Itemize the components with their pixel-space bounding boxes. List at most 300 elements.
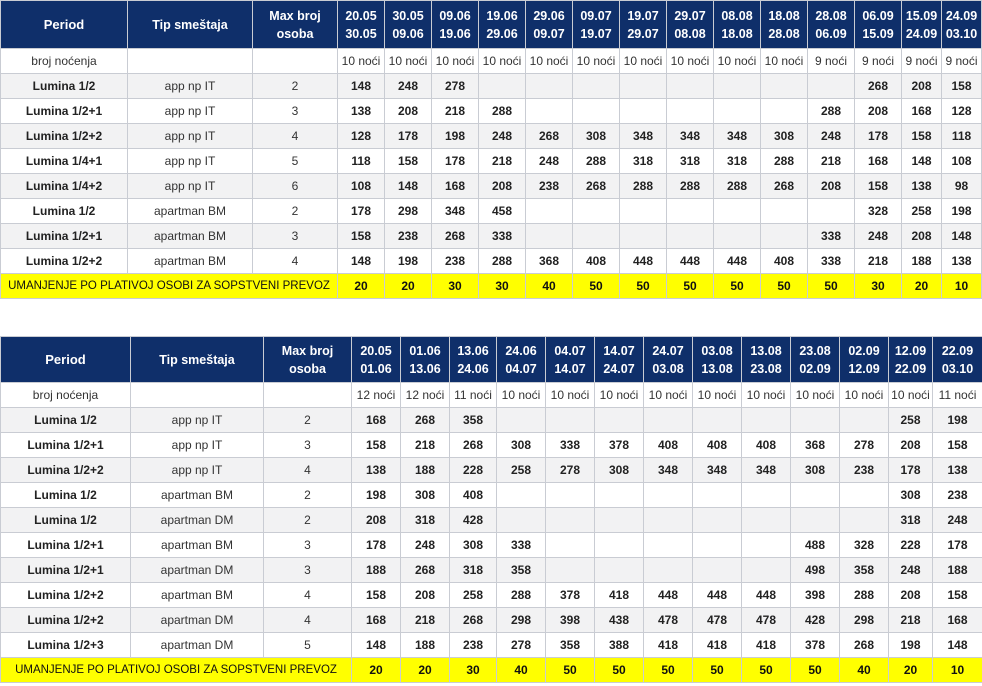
price-cell: 248 xyxy=(933,508,982,533)
header-date-range xyxy=(942,1,982,49)
accommodation-type: apartman BM xyxy=(128,249,253,274)
header-period: Period xyxy=(1,337,131,383)
nights-cell: 10 noći xyxy=(714,49,761,74)
header-date-range xyxy=(352,337,401,383)
max-persons: 4 xyxy=(264,608,352,633)
price-cell: 248 xyxy=(401,533,450,558)
price-cell: 118 xyxy=(942,124,982,149)
price-cell: 208 xyxy=(479,174,526,199)
nights-empty-cell xyxy=(128,49,253,74)
price-cell: 268 xyxy=(432,224,479,249)
price-cell: 478 xyxy=(742,608,791,633)
price-cell: 328 xyxy=(840,533,889,558)
price-cell xyxy=(526,74,573,99)
price-cell xyxy=(620,99,667,124)
price-cell: 288 xyxy=(620,174,667,199)
date-from: 02.09 xyxy=(848,343,880,358)
price-cell: 308 xyxy=(401,483,450,508)
price-cell: 408 xyxy=(573,249,620,274)
price-cell: 198 xyxy=(432,124,479,149)
accommodation-type: app np IT xyxy=(128,124,253,149)
date-to: 02.09 xyxy=(799,361,831,376)
date-to: 22.09 xyxy=(894,361,927,376)
max-persons: 4 xyxy=(264,458,352,483)
date-from: 24.09 xyxy=(945,8,978,23)
price-cell xyxy=(644,408,693,433)
price-cell: 178 xyxy=(385,124,432,149)
price-cell xyxy=(667,74,714,99)
price-cell xyxy=(714,224,761,249)
date-to: 19.07 xyxy=(580,26,612,41)
price-cell: 168 xyxy=(352,408,401,433)
date-to: 24.09 xyxy=(905,26,938,41)
header-type: Tip smeštaja xyxy=(131,337,264,383)
price-cell xyxy=(693,508,742,533)
date-to: 13.08 xyxy=(701,361,733,376)
max-persons: 2 xyxy=(264,408,352,433)
table-row xyxy=(1,483,982,508)
discount-cell: 50 xyxy=(546,658,595,683)
discount-cell: 30 xyxy=(855,274,902,299)
discount-cell: 20 xyxy=(352,658,401,683)
nights-row xyxy=(1,49,982,74)
discount-cell: 50 xyxy=(714,274,761,299)
nights-cell: 9 noći xyxy=(902,49,942,74)
price-cell: 228 xyxy=(450,458,497,483)
price-cell: 408 xyxy=(761,249,808,274)
header-date-range xyxy=(889,337,933,383)
price-cell: 198 xyxy=(385,249,432,274)
price-cell xyxy=(497,508,546,533)
nights-empty-cell xyxy=(131,383,264,408)
price-cell xyxy=(644,483,693,508)
price-cell: 298 xyxy=(497,608,546,633)
date-to: 28.08 xyxy=(768,26,800,41)
price-cell: 198 xyxy=(933,408,982,433)
price-cell: 318 xyxy=(401,508,450,533)
price-cell xyxy=(546,408,595,433)
price-cell xyxy=(479,74,526,99)
header-date-range xyxy=(855,1,902,49)
price-cell: 228 xyxy=(889,533,933,558)
price-cell xyxy=(761,199,808,224)
price-cell: 248 xyxy=(808,124,855,149)
nights-cell: 10 noći xyxy=(644,383,693,408)
date-to: 29.07 xyxy=(627,26,659,41)
date-from: 09.07 xyxy=(580,8,612,23)
date-to: 06.09 xyxy=(815,26,847,41)
header-date-range xyxy=(693,337,742,383)
discount-row xyxy=(1,274,982,299)
table-row xyxy=(1,124,982,149)
price-cell xyxy=(667,224,714,249)
nights-cell: 10 noći xyxy=(693,383,742,408)
price-cell xyxy=(595,408,644,433)
price-cell: 408 xyxy=(450,483,497,508)
price-cell: 208 xyxy=(889,433,933,458)
max-persons: 6 xyxy=(253,174,338,199)
header-date-range xyxy=(432,1,479,49)
price-cell: 338 xyxy=(546,433,595,458)
nights-cell: 10 noći xyxy=(546,383,595,408)
price-cell: 118 xyxy=(338,149,385,174)
price-cell: 398 xyxy=(791,583,840,608)
price-cell xyxy=(761,224,808,249)
date-from: 19.06 xyxy=(486,8,518,23)
date-from: 12.09 xyxy=(894,343,927,358)
unit-name: Lumina 1/2 xyxy=(1,408,131,433)
date-from: 23.08 xyxy=(799,343,831,358)
price-cell: 268 xyxy=(401,408,450,433)
max-persons: 3 xyxy=(264,533,352,558)
max-persons: 2 xyxy=(264,508,352,533)
price-cell: 408 xyxy=(644,433,693,458)
price-cell: 448 xyxy=(742,583,791,608)
nights-cell: 10 noći xyxy=(620,49,667,74)
date-from: 20.05 xyxy=(345,8,377,23)
price-cell: 178 xyxy=(352,533,401,558)
header-date-range xyxy=(808,1,855,49)
header-date-range xyxy=(573,1,620,49)
price-cell xyxy=(546,533,595,558)
date-to: 04.07 xyxy=(505,361,537,376)
nights-cell: 10 noći xyxy=(595,383,644,408)
price-cell: 218 xyxy=(432,99,479,124)
accommodation-type: apartman DM xyxy=(131,608,264,633)
table-row xyxy=(1,224,982,249)
price-cell xyxy=(742,558,791,583)
price-cell xyxy=(595,558,644,583)
price-cell xyxy=(620,199,667,224)
price-cell: 288 xyxy=(479,99,526,124)
price-cell: 238 xyxy=(840,458,889,483)
table-row xyxy=(1,408,982,433)
price-cell: 258 xyxy=(889,408,933,433)
price-cell xyxy=(742,533,791,558)
nights-label: broj noćenja xyxy=(1,383,131,408)
nights-cell: 10 noći xyxy=(385,49,432,74)
header-date-range xyxy=(791,337,840,383)
price-cell xyxy=(808,199,855,224)
date-from: 20.05 xyxy=(360,343,392,358)
date-to: 23.08 xyxy=(750,361,782,376)
max-persons: 2 xyxy=(264,483,352,508)
header-date-range xyxy=(595,337,644,383)
discount-cell: 40 xyxy=(526,274,573,299)
price-cell: 308 xyxy=(573,124,620,149)
discount-cell: 40 xyxy=(840,658,889,683)
nights-cell: 9 noći xyxy=(855,49,902,74)
table-row xyxy=(1,558,982,583)
price-cell xyxy=(840,408,889,433)
table-row xyxy=(1,433,982,458)
price-cell xyxy=(667,99,714,124)
price-cell xyxy=(742,483,791,508)
price-cell: 138 xyxy=(942,249,982,274)
price-cell: 348 xyxy=(693,458,742,483)
nights-cell: 10 noći xyxy=(432,49,479,74)
price-cell: 148 xyxy=(338,74,385,99)
price-cell: 288 xyxy=(808,99,855,124)
price-cell: 498 xyxy=(791,558,840,583)
price-cell: 308 xyxy=(761,124,808,149)
header-date-range xyxy=(338,1,385,49)
date-from: 29.07 xyxy=(674,8,706,23)
price-cell: 288 xyxy=(840,583,889,608)
price-cell: 238 xyxy=(385,224,432,249)
date-to: 14.07 xyxy=(554,361,586,376)
price-cell: 188 xyxy=(401,633,450,658)
price-cell: 288 xyxy=(573,149,620,174)
header-date-range xyxy=(546,337,595,383)
accommodation-type: app np IT xyxy=(128,99,253,124)
discount-cell: 30 xyxy=(450,658,497,683)
price-cell: 278 xyxy=(840,433,889,458)
price-cell: 158 xyxy=(385,149,432,174)
price-cell: 258 xyxy=(450,583,497,608)
price-cell: 288 xyxy=(479,249,526,274)
price-cell xyxy=(667,199,714,224)
price-cell: 268 xyxy=(450,608,497,633)
discount-cell: 50 xyxy=(573,274,620,299)
price-cell: 168 xyxy=(855,149,902,174)
table-row xyxy=(1,199,982,224)
date-to: 03.10 xyxy=(945,26,978,41)
table-row xyxy=(1,583,982,608)
price-cell xyxy=(714,199,761,224)
price-cell: 268 xyxy=(840,633,889,658)
date-to: 13.06 xyxy=(409,361,441,376)
price-cell xyxy=(573,199,620,224)
price-cell xyxy=(546,483,595,508)
date-to: 24.07 xyxy=(603,361,635,376)
price-cell xyxy=(742,408,791,433)
price-cell: 268 xyxy=(855,74,902,99)
unit-name: Lumina 1/2 xyxy=(1,74,128,99)
nights-cell: 12 noći xyxy=(401,383,450,408)
header-date-range xyxy=(401,337,450,383)
header-date-range xyxy=(902,1,942,49)
price-cell: 208 xyxy=(855,99,902,124)
price-cell: 168 xyxy=(902,99,942,124)
price-cell: 318 xyxy=(450,558,497,583)
price-cell: 298 xyxy=(385,199,432,224)
nights-row xyxy=(1,383,982,408)
price-cell xyxy=(791,408,840,433)
price-cell xyxy=(693,558,742,583)
price-cell: 258 xyxy=(497,458,546,483)
unit-name: Lumina 1/2+1 xyxy=(1,224,128,249)
price-cell: 348 xyxy=(620,124,667,149)
max-persons: 3 xyxy=(253,99,338,124)
price-cell xyxy=(714,74,761,99)
unit-name: Lumina 1/2+1 xyxy=(1,558,131,583)
date-to: 24.06 xyxy=(457,361,489,376)
price-cell xyxy=(714,99,761,124)
nights-cell: 10 noći xyxy=(526,49,573,74)
price-cell: 178 xyxy=(889,458,933,483)
price-cell: 448 xyxy=(714,249,761,274)
price-cell: 178 xyxy=(933,533,982,558)
price-cell: 128 xyxy=(338,124,385,149)
price-cell: 308 xyxy=(497,433,546,458)
date-from: 28.08 xyxy=(815,8,847,23)
price-cell: 348 xyxy=(644,458,693,483)
date-to: 09.06 xyxy=(392,26,424,41)
unit-name: Lumina 1/4+1 xyxy=(1,149,128,174)
price-cell: 348 xyxy=(714,124,761,149)
date-to: 30.05 xyxy=(345,26,377,41)
date-from: 09.06 xyxy=(439,8,471,23)
nights-cell: 12 noći xyxy=(352,383,401,408)
unit-name: Lumina 1/2+2 xyxy=(1,608,131,633)
discount-cell: 20 xyxy=(385,274,432,299)
price-cell: 318 xyxy=(667,149,714,174)
discount-cell: 50 xyxy=(808,274,855,299)
discount-cell: 30 xyxy=(432,274,479,299)
price-cell: 138 xyxy=(902,174,942,199)
accommodation-type: apartman BM xyxy=(128,224,253,249)
price-cell: 218 xyxy=(479,149,526,174)
discount-cell: 50 xyxy=(742,658,791,683)
date-from: 03.08 xyxy=(701,343,733,358)
price-cell xyxy=(497,483,546,508)
price-cell: 218 xyxy=(401,608,450,633)
price-table-2 xyxy=(0,336,982,683)
price-cell: 148 xyxy=(902,149,942,174)
price-cell: 378 xyxy=(595,433,644,458)
max-persons: 4 xyxy=(264,583,352,608)
price-cell: 188 xyxy=(352,558,401,583)
price-cell: 108 xyxy=(338,174,385,199)
price-cell: 348 xyxy=(432,199,479,224)
discount-cell: 50 xyxy=(620,274,667,299)
date-from: 24.06 xyxy=(505,343,537,358)
table-row xyxy=(1,174,982,199)
price-cell: 458 xyxy=(479,199,526,224)
price-cell: 418 xyxy=(693,633,742,658)
unit-name: Lumina 1/2 xyxy=(1,483,131,508)
price-cell: 358 xyxy=(546,633,595,658)
price-cell: 198 xyxy=(352,483,401,508)
price-cell: 348 xyxy=(742,458,791,483)
price-cell: 208 xyxy=(889,583,933,608)
price-cell: 318 xyxy=(889,508,933,533)
max-persons: 3 xyxy=(264,558,352,583)
price-cell: 368 xyxy=(526,249,573,274)
price-cell: 358 xyxy=(450,408,497,433)
discount-cell: 50 xyxy=(667,274,714,299)
nights-cell: 10 noći xyxy=(761,49,808,74)
price-cell: 338 xyxy=(497,533,546,558)
price-cell: 338 xyxy=(808,249,855,274)
table-row xyxy=(1,608,982,633)
price-cell: 148 xyxy=(385,174,432,199)
price-cell: 368 xyxy=(791,433,840,458)
header-date-range xyxy=(644,337,693,383)
price-cell: 318 xyxy=(620,149,667,174)
price-cell: 248 xyxy=(385,74,432,99)
table-row xyxy=(1,508,982,533)
nights-cell: 11 noći xyxy=(933,383,982,408)
accommodation-type: apartman BM xyxy=(131,583,264,608)
price-cell: 178 xyxy=(855,124,902,149)
price-cell xyxy=(644,533,693,558)
price-cell: 288 xyxy=(761,149,808,174)
table-row xyxy=(1,249,982,274)
date-from: 04.07 xyxy=(554,343,586,358)
price-cell: 238 xyxy=(450,633,497,658)
price-cell: 218 xyxy=(808,149,855,174)
price-cell: 338 xyxy=(479,224,526,249)
price-cell xyxy=(791,508,840,533)
nights-cell: 10 noći xyxy=(479,49,526,74)
price-cell: 248 xyxy=(479,124,526,149)
price-cell: 218 xyxy=(889,608,933,633)
price-cell: 398 xyxy=(546,608,595,633)
max-persons: 5 xyxy=(253,149,338,174)
header-date-range xyxy=(714,1,761,49)
price-cell xyxy=(546,558,595,583)
date-to: 09.07 xyxy=(533,26,565,41)
date-from: 19.07 xyxy=(627,8,659,23)
unit-name: Lumina 1/2+3 xyxy=(1,633,131,658)
date-to: 03.08 xyxy=(652,361,684,376)
price-cell: 308 xyxy=(450,533,497,558)
unit-name: Lumina 1/4+2 xyxy=(1,174,128,199)
date-from: 14.07 xyxy=(603,343,635,358)
accommodation-type: app np IT xyxy=(128,174,253,199)
price-cell: 278 xyxy=(546,458,595,483)
price-cell: 238 xyxy=(933,483,982,508)
price-cell: 148 xyxy=(942,224,982,249)
price-cell: 268 xyxy=(573,174,620,199)
accommodation-type: apartman BM xyxy=(128,199,253,224)
price-cell: 128 xyxy=(942,99,982,124)
price-cell: 168 xyxy=(933,608,982,633)
price-cell: 158 xyxy=(933,433,982,458)
price-cell: 188 xyxy=(401,458,450,483)
discount-cell: 10 xyxy=(942,274,982,299)
discount-cell: 50 xyxy=(693,658,742,683)
price-cell: 148 xyxy=(338,249,385,274)
accommodation-type: app np IT xyxy=(128,149,253,174)
price-cell xyxy=(595,508,644,533)
header-period: Period xyxy=(1,1,128,49)
date-to: 29.06 xyxy=(486,26,518,41)
price-cell: 188 xyxy=(933,558,982,583)
discount-cell: 20 xyxy=(338,274,385,299)
price-cell: 198 xyxy=(889,633,933,658)
accommodation-type: app np IT xyxy=(131,433,264,458)
price-cell: 268 xyxy=(526,124,573,149)
price-cell: 328 xyxy=(855,199,902,224)
unit-name: Lumina 1/2+1 xyxy=(1,433,131,458)
price-cell: 418 xyxy=(742,633,791,658)
price-cell: 288 xyxy=(714,174,761,199)
header-date-range xyxy=(761,1,808,49)
price-cell: 238 xyxy=(526,174,573,199)
price-cell xyxy=(595,483,644,508)
table-row xyxy=(1,458,982,483)
price-cell: 338 xyxy=(808,224,855,249)
price-cell xyxy=(644,558,693,583)
price-cell xyxy=(573,99,620,124)
price-cell: 308 xyxy=(889,483,933,508)
max-persons: 2 xyxy=(253,199,338,224)
price-cell: 448 xyxy=(644,583,693,608)
date-to: 12.09 xyxy=(848,361,880,376)
